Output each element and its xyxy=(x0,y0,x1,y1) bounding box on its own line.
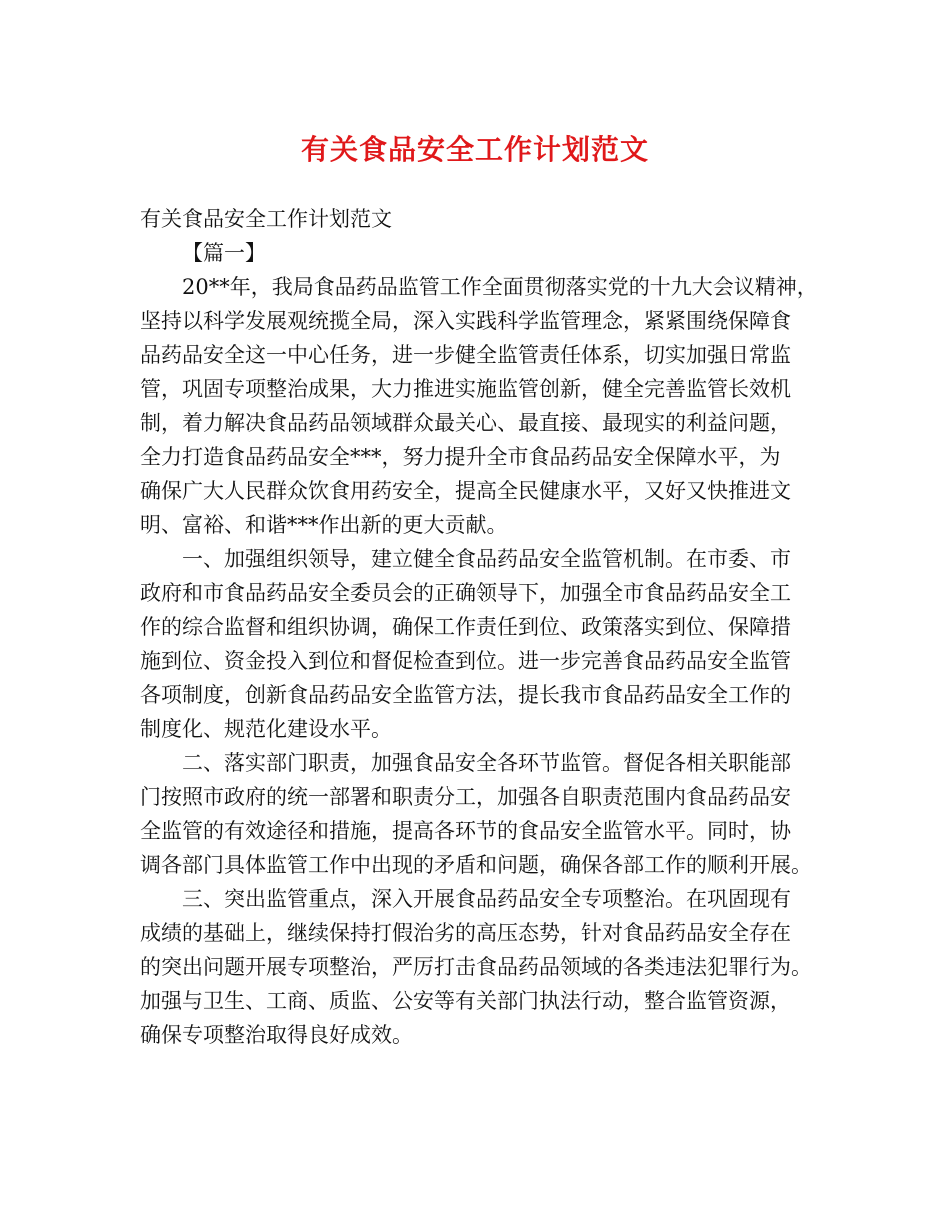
paragraph-line: 制度化、规范化建设水平。 xyxy=(140,717,392,741)
paragraph-line: 全力打造食品药品安全***，努力提升全市食品药品安全保障水平，为 xyxy=(140,445,781,469)
paragraph-line: 三、突出监管重点，深入开展食品药品安全专项整治。在巩固现有 xyxy=(182,887,791,911)
paragraph-line: 成绩的基础上，继续保持打假治劣的高压态势，针对食品药品安全存在 xyxy=(140,921,791,945)
paragraph-line: 各项制度，创新食品药品安全监管方法，提长我市食品药品安全工作的 xyxy=(140,683,791,707)
paragraph-3 xyxy=(140,746,830,882)
document-subtitle: 有关食品安全工作计划范文 xyxy=(140,207,392,231)
paragraph-line: 的突出问题开展专项整治，严厉打击食品药品领域的各类违法犯罪行为。 xyxy=(140,955,812,979)
paragraph-1 xyxy=(140,270,830,542)
paragraph-line: 管，巩固专项整治成果，大力推进实施监管创新，健全完善监管长效机 xyxy=(140,377,791,401)
paragraph-line: 一、加强组织领导，建立健全食品药品安全监管机制。在市委、市 xyxy=(182,547,791,571)
paragraph-line: 20**年，我局食品药品监管工作全面贯彻落实党的十九大会议精神， xyxy=(182,275,818,299)
paragraph-line: 政府和市食品药品安全委员会的正确领导下，加强全市食品药品安全工 xyxy=(140,581,791,605)
paragraph-line: 加强与卫生、工商、质监、公安等有关部门执法行动，整合监管资源， xyxy=(140,989,791,1013)
paragraph-line: 调各部门具体监管工作中出现的矛盾和问题，确保各部工作的顺利开展。 xyxy=(140,853,812,877)
paragraph-line: 作的综合监督和组织协调，确保工作责任到位、政策落实到位、保障措 xyxy=(140,615,791,639)
paragraph-line: 门按照市政府的统一部署和职责分工，加强各自职责范围内食品药品安 xyxy=(140,785,791,809)
paragraph-line: 制，着力解决食品药品领域群众最关心、最直接、最现实的利益问题， xyxy=(140,411,791,435)
paragraph-line: 全监管的有效途径和措施，提高各环节的食品安全监管水平。同时，协 xyxy=(140,819,791,843)
paragraph-2 xyxy=(140,542,830,746)
document-title: 有关食品安全工作计划范文 xyxy=(300,133,649,166)
paragraph-line: 品药品安全这一中心任务，进一步健全监管责任体系，切实加强日常监 xyxy=(140,343,791,367)
document-body xyxy=(140,202,830,1052)
paragraph-line: 明、富裕、和谐***作出新的更大贡献。 xyxy=(140,513,508,537)
paragraph-line: 确保广大人民群众饮食用药安全，提高全民健康水平，又好又快推进文 xyxy=(140,479,791,503)
paragraph-4 xyxy=(140,882,830,1052)
paragraph-line: 确保专项整治取得良好成效。 xyxy=(140,1023,413,1047)
paragraph-line: 施到位、资金投入到位和督促检查到位。进一步完善食品药品安全监管 xyxy=(140,649,791,673)
paragraph-line: 二、落实部门职责，加强食品安全各环节监管。督促各相关职能部 xyxy=(182,751,791,775)
paragraph-line: 坚持以科学发展观统揽全局，深入实践科学监管理念，紧紧围绕保障食 xyxy=(140,309,791,333)
section-label: 【篇一】 xyxy=(182,241,266,265)
